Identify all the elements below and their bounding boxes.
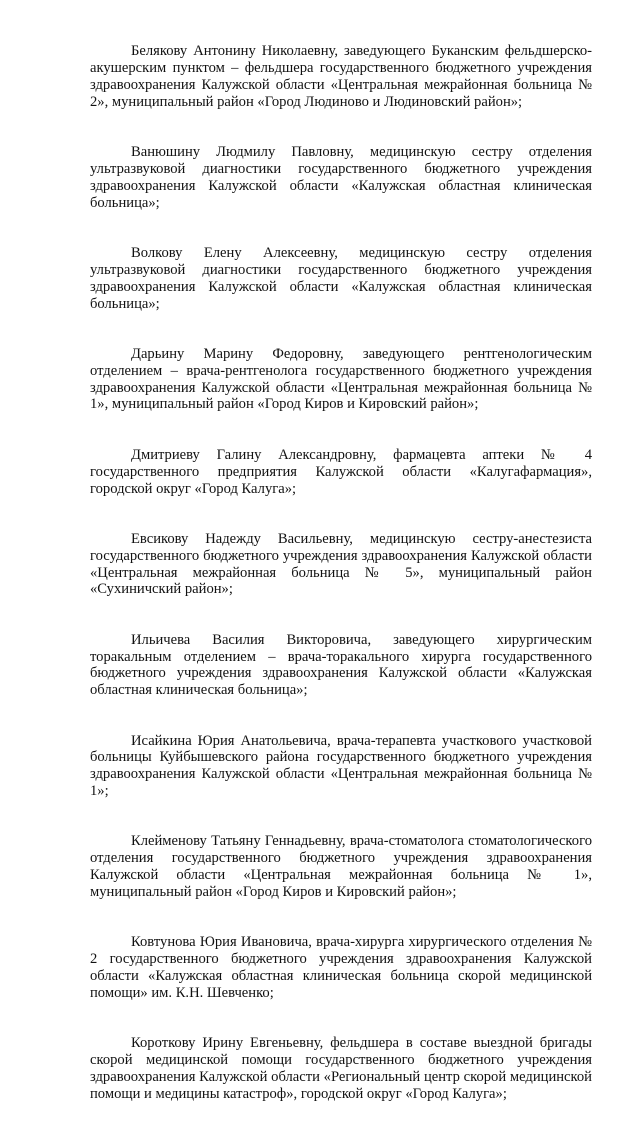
award-paragraph-korotkova: Короткову Ирину Евгеньевну, фельдшера в составе выездной бригады скорой медицинской помощи государственного бюджетного учреждения здравоохранения Калужской области «Региональный центр скорой медицинской помощи и медицины катастроф», городской округ «Город Калуга»; (90, 1035, 592, 1103)
document-page (90, 43, 592, 1136)
award-paragraph-volkova: Волкову Елену Алексеевну, медицинскую сестру отделения ультразвуковой диагностики государственного бюджетного учреждения здравоохранения Калужской области «Калужская областная клиническая больница»; (90, 244, 592, 312)
award-paragraph-kleimenova: Клейменову Татьяну Геннадьевну, врача-стоматолога стоматологического отделения государственного бюджетного учреждения здравоохранения Калужской области «Центральная межрайонная больница № 1», муниципальный район «Город Киров и Кировский район»; (90, 833, 592, 901)
award-paragraph-kovtunov: Ковтунова Юрия Ивановича, врача-хирурга хирургического отделения № 2 государственного бюджетного учреждения здравоохранения Калужской области «Калужская областная клиническая больница скорой медицинской помощи» им. К.Н. Шевченко; (90, 934, 592, 1002)
award-paragraph-dmitrieva: Дмитриеву Галину Александровну, фармацевта аптеки № 4 государственного предприятия Калужской области «Калугафармация», городской округ «Город Калуга»; (90, 446, 592, 497)
award-paragraph-vanyushina: Ванюшину Людмилу Павловну, медицинскую сестру отделения ультразвуковой диагностики государственного бюджетного учреждения здравоохранения Калужской области «Калужская областная клиническая больница»; (90, 143, 592, 211)
award-paragraph-beliakova: Белякову Антонину Николаевну, заведующего Буканским фельдшерско-акушерским пунктом – фельдшера государственного бюджетного учреждения здравоохранения Калужской области «Центральная межрайонная больница № 2», муниципальный район «Город Людиново и Людиновский район»; (90, 43, 592, 110)
award-paragraph-isaikin: Исайкина Юрия Анатольевича, врача-терапевта участкового участковой больницы Куйбышевского района государственного бюджетного учреждения здравоохранения Калужской области «Центральная межрайонная больница № 1»; (90, 732, 592, 800)
award-paragraph-evsikova: Евсикову Надежду Васильевну, медицинскую сестру-анестезиста государственного бюджетного учреждения здравоохранения Калужской области «Центральная межрайонная больница № 5», муниципальный район «Сухиничский район»; (90, 530, 592, 598)
award-paragraph-darina: Дарьину Марину Федоровну, заведующего рентгенологическим отделением – врача-рентгенолога государственного бюджетного учреждения здравоохранения Калужской области «Центральная межрайонная больница № 1», муниципальный район «Город Киров и Кировский район»; (90, 345, 592, 413)
award-paragraph-ilichev: Ильичева Василия Викторовича, заведующего хирургическим торакальным отделением – врача-торакального хирурга государственного бюджетного учреждения здравоохранения Калужской области «Калужская областная клиническая больница»; (90, 631, 592, 699)
